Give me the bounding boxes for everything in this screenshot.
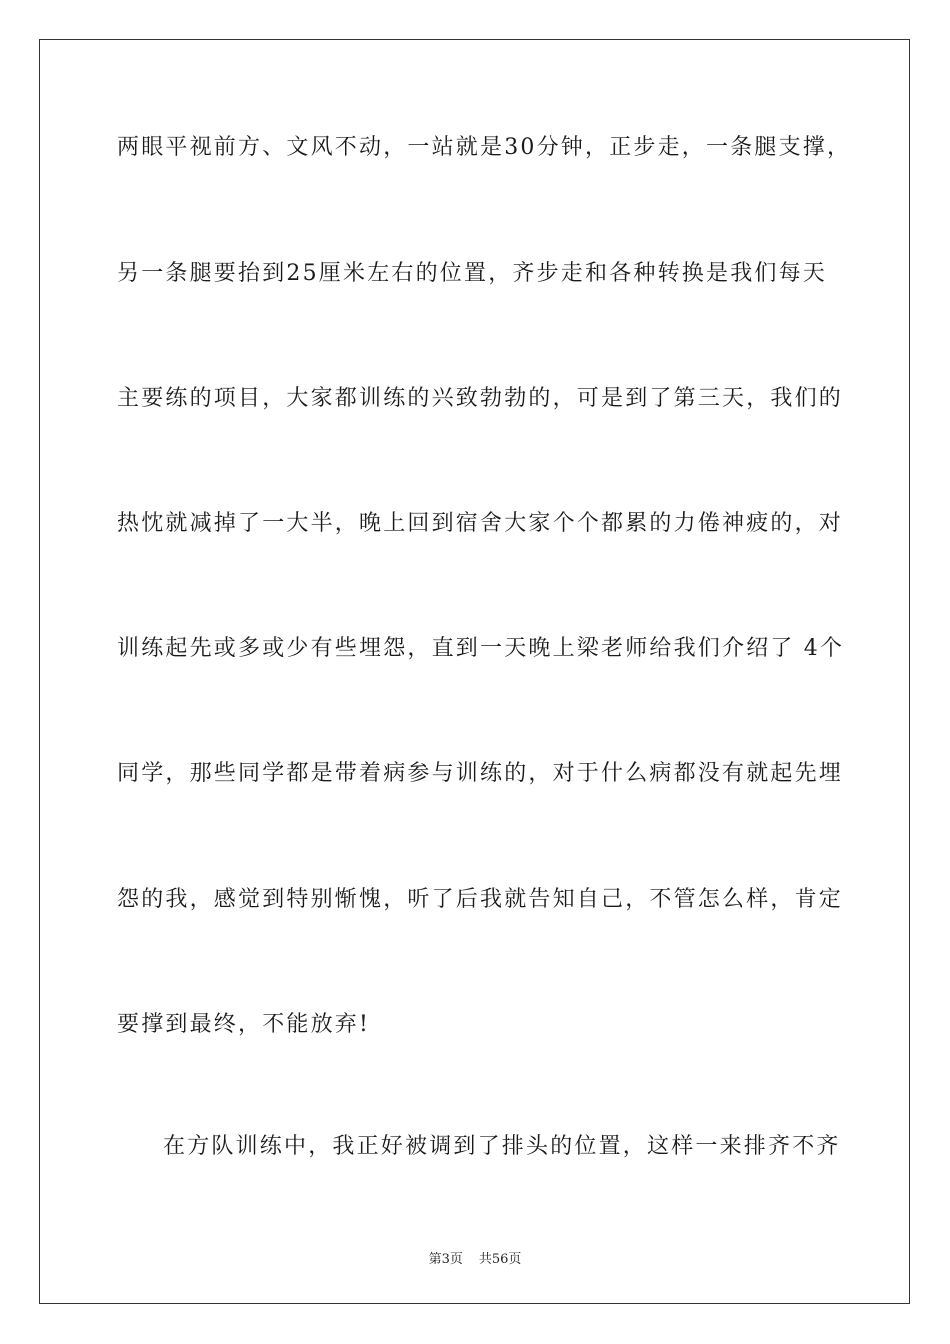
paragraph-line: 要撑到最终，不能放弃!	[117, 1012, 371, 1037]
paragraph-line: 怨的我，感觉到特别惭愧，听了后我就告知自己，不管怎么样，肯定	[117, 887, 844, 912]
page-footer	[0, 1248, 950, 1267]
paragraph-line: 训练起先或多或少有些埋怨，直到一天晚上梁老师给我们介绍了 4个	[117, 636, 845, 661]
paragraph-line: 两眼平视前方、文风不动，一站就是30分钟，正步走，一条腿支撑，	[117, 135, 852, 160]
paragraph-line: 主要练的项目，大家都训练的兴致勃勃的，可是到了第三天，我们的	[117, 386, 844, 411]
page-number: 第3页	[428, 1252, 463, 1267]
paragraph-line: 另一条腿要抬到25厘米左右的位置，齐步走和各种转换是我们每天	[117, 261, 827, 286]
page-border	[39, 39, 910, 1304]
paragraph-line: 热忱就减掉了一大半，晚上回到宿舍大家个个都累的力倦神疲的，对	[117, 511, 844, 536]
paragraph-line: 同学，那些同学都是带着病参与训练的，对于什么病都没有就起先埋	[117, 761, 844, 786]
paragraph-line-indented: 在方队训练中，我正好被调到了排头的位置，这样一来排齐不齐	[163, 1134, 841, 1159]
page-total: 共56页	[478, 1252, 522, 1267]
